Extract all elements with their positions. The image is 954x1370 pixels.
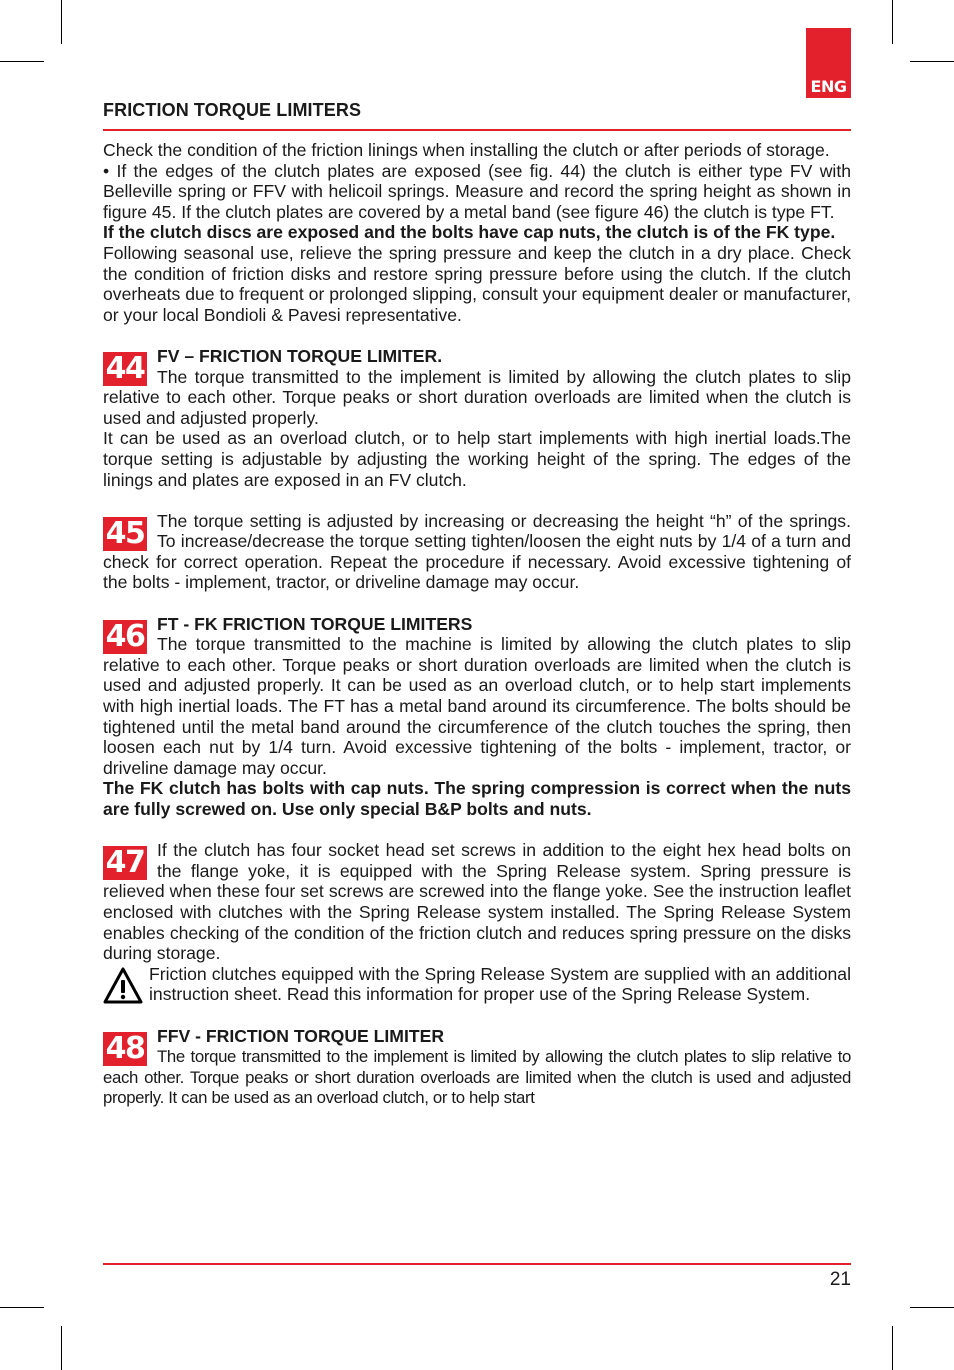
figure-badge: 45 — [103, 517, 147, 551]
warning-icon — [103, 966, 143, 1006]
section-paragraph: The torque transmitted to the machine is limited by allowing the clutch plates to slip relative to each other. Torque peaks or short duration overloads are limited when the clutch is used and adjusted properly. It can be used as an overload clutch, or to help start implements with high inertial loads. The FT has a metal band around its circumference. The bolts should be tightened until the metal band around the circumference of the clutch touches the spring, then loosen each nut by 1/4 turn. Avoid excessive tightening of the bolts - implement, tractor, or driveline damage may occur. — [103, 634, 851, 778]
crop-mark — [0, 61, 44, 62]
intro-paragraph: Check the condition of the friction linings when installing the clutch or after periods of storage. — [103, 140, 830, 160]
section-48 — [103, 1026, 851, 1108]
section-paragraph: The torque transmitted to the implement is limited by allowing the clutch plates to slip relative to each other. Torque peaks or short duration overloads are limited when the clutch is used and adjusted properly. — [103, 366, 851, 428]
figure-badge: 47 — [103, 846, 147, 880]
section-44 — [103, 346, 851, 490]
crop-mark — [892, 0, 893, 44]
section-47 — [103, 840, 851, 1006]
crop-mark — [0, 1307, 44, 1308]
crop-mark — [61, 1326, 62, 1370]
intro-paragraph: Following seasonal use, relieve the spring pressure and keep the clutch in a dry place. Check the condition of friction disks and restore spring pressure before using the clutch. If the clutch overheats due to frequent or prolonged slipping, consult your equipment dealer or manufacturer, or your local Bondioli & Pavesi representative. — [103, 242, 851, 325]
intro-bold-paragraph: If the clutch discs are exposed and the bolts have cap nuts, the clutch is of the FK type. — [103, 222, 836, 243]
crop-mark — [910, 61, 954, 62]
language-label: ENG — [810, 77, 847, 96]
section-title: FV – FRICTION TORQUE LIMITER. — [157, 345, 443, 366]
section-title: FFV - FRICTION TORQUE LIMITER — [157, 1026, 445, 1047]
header-rule — [103, 129, 851, 131]
language-tab — [806, 28, 851, 98]
page-header — [103, 99, 851, 121]
section-45 — [103, 511, 851, 593]
crop-mark — [910, 1307, 954, 1308]
main-content — [103, 140, 851, 1109]
figure-badge: 44 — [103, 352, 147, 386]
warning-text: Friction clutches equipped with the Spring Release System are supplied with an additional instruction sheet. Read this information for proper use of the Spring Release System. — [149, 963, 851, 1005]
footer-rule — [103, 1263, 851, 1265]
section-46 — [103, 614, 851, 820]
section-title: FT - FK FRICTION TORQUE LIMITERS — [157, 613, 473, 634]
page-number: 21 — [829, 1269, 851, 1290]
section-paragraph: It can be used as an overload clutch, or to help start implements with high inertial loads.The torque setting is adjustable by adjusting the working height of the spring. The edges of the linings and plates are exposed in an FV clutch. — [103, 428, 851, 490]
section-paragraph: The torque transmitted to the implement is limited by allowing the clutch plates to slip relative to each other. Torque peaks or short duration overloads are limited when the clutch is used and adjusted properly. It can be used as an overload clutch, or to help start — [103, 1046, 851, 1108]
figure-badge: 46 — [103, 620, 147, 654]
page-title: FRICTION TORQUE LIMITERS — [103, 100, 362, 120]
intro-paragraph: • If the edges of the clutch plates are exposed (see fig. 44) the clutch is either type FV with Belleville spring or FFV with helicoil springs. Measure and record the spring height as shown in figure 45. If the clutch plates are covered by a metal band (see figure 46) the clutch is type FT. — [103, 160, 851, 222]
crop-mark — [892, 1326, 893, 1370]
section-bold-paragraph: The FK clutch has bolts with cap nuts. The spring compression is correct when the nuts are fully screwed on. Use only special B&P bolts and nuts. — [103, 778, 851, 819]
section-paragraph: The torque setting is adjusted by increasing or decreasing the height “h” of the springs. To increase/decrease the torque setting tighten/loosen the eight nuts by 1/4 of a turn and check for correct operation. Repeat the procedure if necessary. Avoid excessive tightening of the bolts - implement, tractor, or driveline damage may occur. — [103, 510, 851, 593]
section-paragraph: If the clutch has four socket head set screws in addition to the eight hex head bolts on the flange yoke, it is equipped with the Spring Release system. Spring pressure is relieved when these four set screws are screwed into the flange yoke. See the instruction leaflet enclosed with clutches with the Spring Release system installed. The Spring Release System enables checking of the condition of the friction clutch and reduces spring pressure on the disks during storage. — [103, 840, 851, 964]
crop-mark — [61, 0, 62, 44]
figure-badge: 48 — [103, 1032, 147, 1066]
